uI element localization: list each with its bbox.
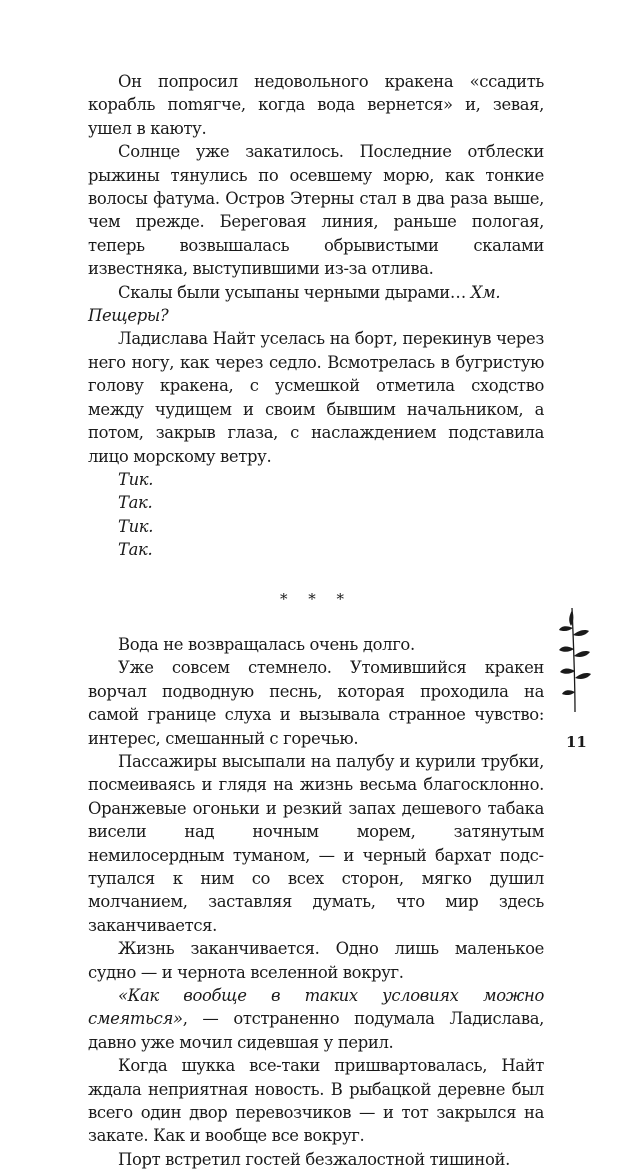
leaf-sprig-icon — [555, 604, 595, 714]
italic-thought: Хм. Пещеры? — [88, 282, 501, 326]
paragraph: Солнце уже закатилось. Последние отблески рыжины тянулись по осевшему морю, как тонкие волосы фатума. Остров Этерны стал в два раза выше, чем прежде. Береговая линия, раньше пологая, теперь возвышалась обрывистыми скалами известняка, выступившими из-за отлива. — [88, 142, 544, 279]
paragraph: Вода не возвращалась очень долго. — [118, 634, 415, 654]
paragraph: Порт встретил гостей безжалостной тишиной. — [118, 1149, 510, 1169]
paragraph — [88, 984, 544, 1054]
tick-line: Тик. — [118, 469, 154, 489]
paragraph — [88, 281, 544, 328]
paragraph: Он попросил недовольного кракена «ссадить корабль поmягче, когда вода вернется» и, зевая, ушел в каюту. — [88, 72, 544, 138]
paragraph-text: Скалы были усыпаны черными дырами… — [118, 282, 466, 302]
tock-line: Так. — [118, 493, 153, 513]
paragraph-text: , — отстраненно подумала Ладислава, давно уже мочил сидевшая у перил. — [88, 1009, 544, 1052]
section-separator: * * * — [279, 589, 353, 608]
paragraph: Когда шукка все-таки пришвартовалась, Найт ждала неприятная новость. В рыбацкой деревне был всего один двор перевозчиков — и тот закрылся на закате. Как и вообще все вокруг. — [88, 1056, 544, 1146]
paragraph: Ладислава Найт уселась на борт, перекинув через него ногу, как через седло. Всмотрелась в бугристую голову кракена, с усмешкой отметила сходство между чудищем и своим бывшим начальником, а потом, закрыв глаза, с наслаждением подставила лицо морскому ветру. — [88, 329, 544, 466]
tock-line: Так. — [118, 540, 153, 560]
paragraph: Жизнь заканчивается. Одно лишь маленькое судно — и чернота вселенной вокруг. — [88, 939, 544, 982]
body-text — [88, 70, 544, 1171]
tick-line: Тик. — [118, 516, 154, 536]
paragraph: Пассажиры высыпали на палубу и курили трубки, посмеиваясь и глядя на жизнь весьма благосклонно. Оранжевые огоньки и резкий запах дешевого табака висели над ночным морем, затянутым немилосердным туманом, — и черный бархат подступался к ним со всех сторон, мягко душил молчанием, заставляя думать, что мир здесь заканчивается. — [88, 751, 544, 935]
italic-quote: «Как вообще в таких условиях можно смеяться» — [88, 986, 544, 1029]
paragraph: Уже совсем стемнело. Утомившийся кракен ворчал подводную песнь, которая проходила на самой границе слуха и вызывала странное чувство: интерес, смешанный с горечью. — [88, 658, 544, 748]
page-number: 11 — [566, 733, 587, 751]
